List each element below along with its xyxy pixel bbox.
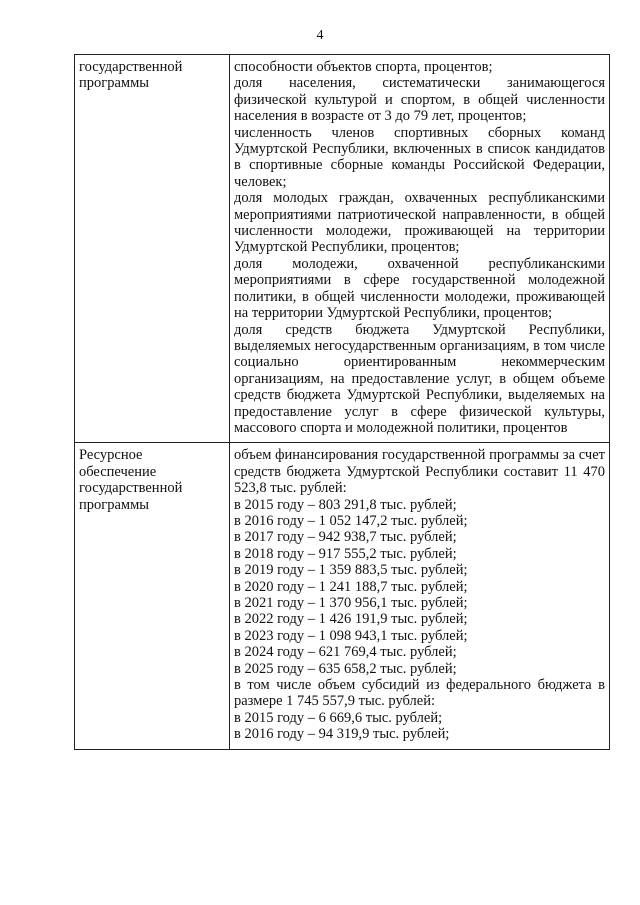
indicator-paragraph: численность членов спортивных сборных команд Удмуртской Республики, включенных в список кандидатов в спортивные сборные команды Российской Федерации, человек; bbox=[234, 124, 605, 190]
funding-year-line: в 2023 году – 1 098 943,1 тыс. рублей; bbox=[234, 627, 468, 644]
funding-year-line: в 2019 году – 1 359 883,5 тыс. рублей; bbox=[234, 562, 468, 579]
funding-year-line: в 2022 году – 1 426 191,9 тыс. рублей; bbox=[234, 611, 468, 628]
funding-year-line: в 2025 году – 635 658,2 тыс. рублей; bbox=[234, 660, 457, 677]
funding-year-line: в 2020 году – 1 241 188,7 тыс. рублей; bbox=[234, 578, 468, 595]
indicator-paragraph: доля молодых граждан, охваченных республиканскими мероприятиями патриотической направленности, в общей численности молодежи, проживающей на территории Удмуртской Республики, процентов; bbox=[234, 190, 605, 256]
funding-year-line: в 2018 году – 917 555,2 тыс. рублей; bbox=[234, 545, 457, 562]
label-line: программы bbox=[79, 75, 149, 92]
row-label bbox=[75, 443, 230, 749]
funding-year-line: в 2015 году – 803 291,8 тыс. рублей; bbox=[234, 496, 457, 513]
page-number: 4 bbox=[316, 28, 324, 43]
funding-year-line: в 2021 году – 1 370 956,1 тыс. рублей; bbox=[234, 595, 468, 611]
table-row-resources bbox=[75, 443, 610, 749]
federal-subsidy-intro: в том числе объем субсидий из федерального бюджета в размере 1 745 557,9 тыс. рублей: bbox=[234, 677, 605, 710]
label-line: государственной bbox=[79, 59, 183, 75]
table-row-indicators bbox=[75, 55, 610, 443]
indicator-paragraph: доля населения, систематически занимающегося физической культурой и спортом, в общей численности населения в возрасте от 3 до 79 лет, процентов; bbox=[234, 75, 605, 125]
federal-year-line: в 2016 году – 94 319,9 тыс. рублей; bbox=[234, 726, 450, 743]
row-content bbox=[230, 55, 610, 443]
indicator-paragraph: способности объектов спорта, процентов; bbox=[234, 59, 493, 75]
row-label bbox=[75, 55, 230, 443]
funding-intro: объем финансирования государственной программы за счет средств бюджета Удмуртской Республики составит 11 470 523,8 тыс. рублей: bbox=[234, 447, 605, 497]
label-line: программы bbox=[79, 496, 149, 513]
label-line: Ресурсное bbox=[79, 447, 143, 464]
funding-year-line: в 2016 году – 1 052 147,2 тыс. рублей; bbox=[234, 512, 468, 529]
funding-year-line: в 2017 году – 942 938,7 тыс. рублей; bbox=[234, 529, 457, 546]
indicator-paragraph: доля молодежи, охваченной республиканскими мероприятиями в сфере государственной молодежной политики, в общей численности молодежи, проживающей на территории Удмуртской Республики, процентов; bbox=[234, 255, 605, 322]
federal-year-line: в 2015 году – 6 669,6 тыс. рублей; bbox=[234, 709, 443, 726]
label-line: обеспечение bbox=[79, 463, 157, 480]
program-passport-table bbox=[74, 54, 610, 750]
label-line: государственной bbox=[79, 480, 183, 497]
funding-year-line: в 2024 году – 621 769,4 тыс. рублей; bbox=[234, 644, 457, 661]
row-content bbox=[230, 443, 610, 749]
indicator-paragraph: доля средств бюджета Удмуртской Республики, выделяемых негосударственным организациям, в том числе социально ориентированным некоммерческим организациям, на предоставление услуг, в общем объеме средств бюджета Удмуртской Республики, выделяемых на предоставление услуг в сфере физической культуры, массового спорта и молодежной политики, процентов bbox=[234, 321, 605, 436]
